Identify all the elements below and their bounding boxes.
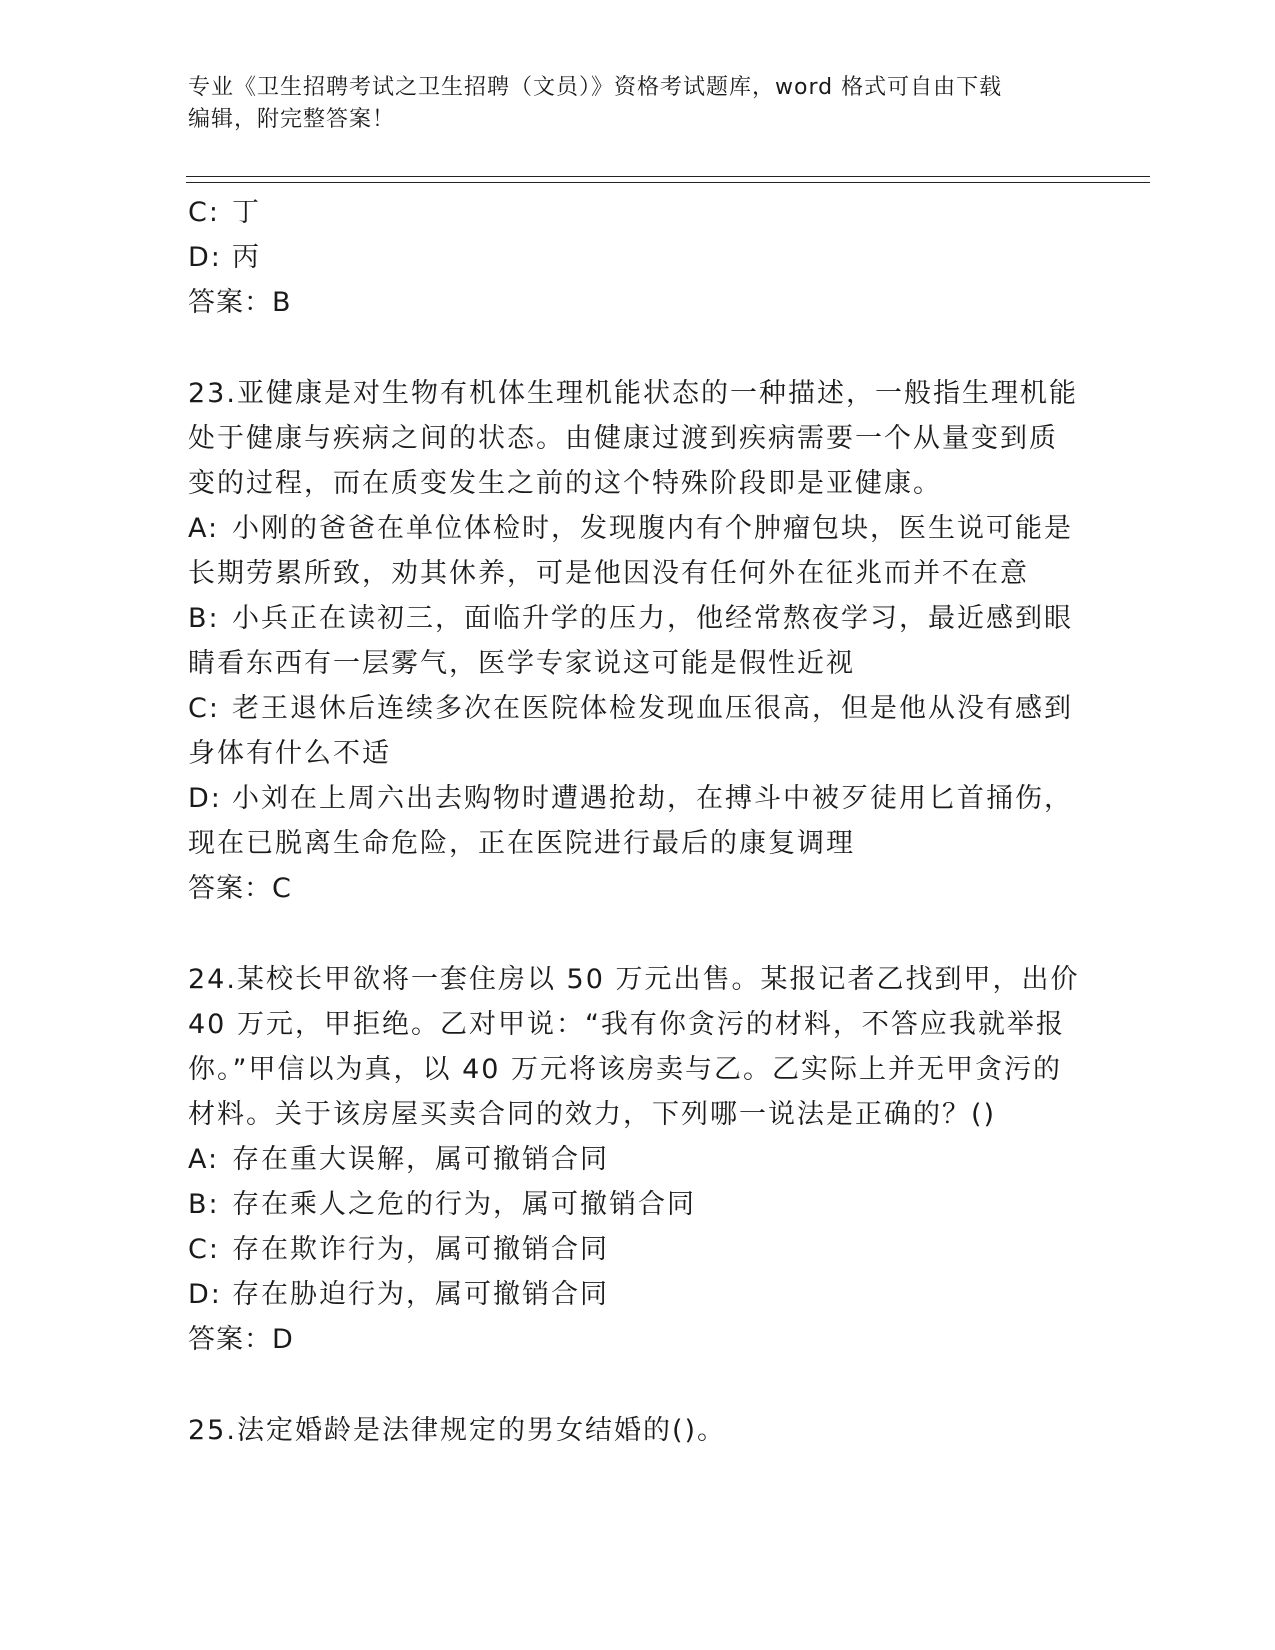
option-b	[188, 596, 1088, 641]
option-text: 老王退休后连续多次在医院体检发现血压很高，但是他从没有感到	[232, 693, 1073, 724]
header-divider-bottom	[186, 182, 1150, 183]
answer-line: 答案：B	[188, 287, 292, 318]
option-label: B:	[188, 1189, 220, 1220]
option-text: 丙	[232, 242, 261, 273]
option-b-continuation: 睛看东西有一层雾气，医学专家说这可能是假性近视	[188, 648, 855, 679]
question-content	[188, 190, 1088, 1453]
question-stem-line: 23.亚健康是对生物有机体生理机能状态的一种描述，一般指生理机能	[188, 378, 1078, 409]
option-text: 存在乘人之危的行为，属可撤销合同	[232, 1189, 696, 1220]
option-label: D:	[188, 242, 222, 273]
header-divider-top	[186, 176, 1150, 177]
spacer	[188, 911, 1088, 957]
option-c	[188, 190, 1088, 235]
option-c	[188, 1227, 1088, 1272]
option-d	[188, 235, 1088, 280]
option-label: D:	[188, 783, 222, 814]
option-text: 存在重大误解，属可撤销合同	[232, 1144, 609, 1175]
answer-line: 答案：D	[188, 1324, 294, 1355]
option-text: 存在胁迫行为，属可撤销合同	[232, 1279, 609, 1310]
option-label: C:	[188, 197, 220, 228]
option-b	[188, 1182, 1088, 1227]
option-text: 小兵正在读初三，面临升学的压力，他经常熬夜学习，最近感到眼	[232, 603, 1073, 634]
option-d-continuation: 现在已脱离生命危险，正在医院进行最后的康复调理	[188, 828, 855, 859]
option-label: C:	[188, 693, 220, 724]
option-label: B:	[188, 603, 220, 634]
option-label: C:	[188, 1234, 220, 1265]
question-23	[188, 371, 1088, 911]
option-text: 小刘在上周六出去购物时遭遇抢劫，在搏斗中被歹徒用匕首捅伤，	[232, 783, 1073, 814]
question-stem-line: 40 万元，甲拒绝。乙对甲说：“我有你贪污的材料，不答应我就举报	[188, 1009, 1065, 1040]
header-line-1: 专业《卫生招聘考试之卫生招聘（文员）》资格考试题库，word 格式可自由下载	[188, 75, 1003, 100]
spacer	[188, 1362, 1088, 1408]
option-text: 小刚的爸爸在单位体检时，发现腹内有个肿瘤包块，医生说可能是	[232, 513, 1073, 544]
question-stem-line: 你。”甲信以为真，以 40 万元将该房卖与乙。乙实际上并无甲贪污的	[188, 1054, 1063, 1085]
option-c-continuation: 身体有什么不适	[188, 738, 391, 769]
question-stem-line: 处于健康与疾病之间的状态。由健康过渡到疾病需要一个从量变到质	[188, 423, 1058, 454]
question-24	[188, 957, 1088, 1362]
spacer	[188, 325, 1088, 371]
document-header	[188, 72, 1088, 136]
option-text: 丁	[232, 197, 261, 228]
option-label: A:	[188, 1144, 220, 1175]
option-a	[188, 506, 1088, 551]
option-d	[188, 776, 1088, 821]
option-text: 存在欺诈行为，属可撤销合同	[232, 1234, 609, 1265]
option-label: A:	[188, 513, 220, 544]
prev-question	[188, 190, 1088, 325]
question-25	[188, 1408, 1088, 1453]
answer-line: 答案：C	[188, 873, 292, 904]
option-label: D:	[188, 1279, 222, 1310]
question-stem-line: 25.法定婚龄是法律规定的男女结婚的()。	[188, 1415, 727, 1446]
question-stem-line: 24.某校长甲欲将一套住房以 50 万元出售。某报记者乙找到甲，出价	[188, 964, 1080, 995]
option-a	[188, 1137, 1088, 1182]
question-stem-line: 材料。关于该房屋买卖合同的效力，下列哪一说法是正确的？()	[188, 1099, 997, 1130]
header-line-2: 编辑，附完整答案！	[188, 107, 396, 132]
question-stem-line: 变的过程，而在质变发生之前的这个特殊阶段即是亚健康。	[188, 468, 942, 499]
option-c	[188, 686, 1088, 731]
option-d	[188, 1272, 1088, 1317]
option-a-continuation: 长期劳累所致，劝其休养，可是他因没有任何外在征兆而并不在意	[188, 558, 1029, 589]
